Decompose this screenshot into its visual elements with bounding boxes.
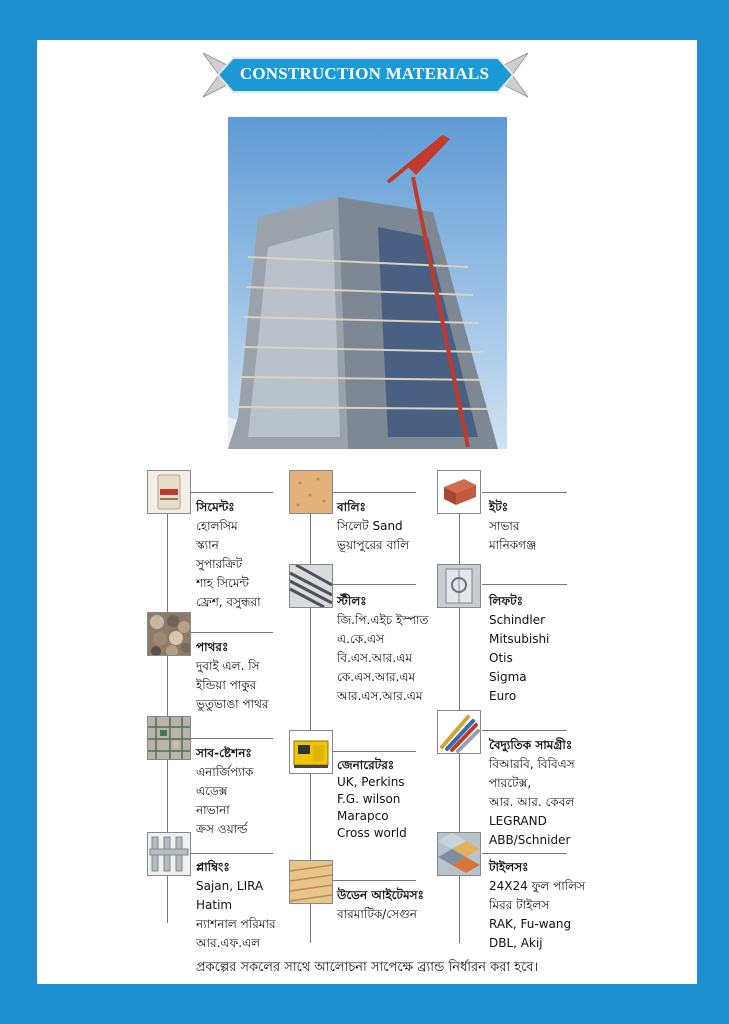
- footer-note: প্রকল্পের সকলের সাথে আলোচনা সাপেক্ষে ব্র্যান্ড নির্ধারন করা হবে।: [195, 960, 539, 975]
- list-item: মিরর টাইলস: [489, 898, 550, 912]
- list-item: এ.কে.এস: [337, 632, 385, 646]
- lift-icon: [437, 564, 481, 608]
- list-item: Sigma: [489, 670, 527, 684]
- substation-icon: [147, 716, 191, 760]
- list-item: Mitsubishi: [489, 632, 550, 646]
- connector-horizontal: [333, 584, 416, 585]
- connector-horizontal: [482, 730, 567, 731]
- list-item: Euro: [489, 689, 517, 703]
- stone-section: [196, 638, 268, 714]
- connector-horizontal: [333, 751, 416, 752]
- cement-bag-icon: [147, 470, 191, 514]
- list-item: সাভার: [489, 519, 520, 533]
- plumbing-section: [196, 858, 276, 953]
- connector-horizontal: [482, 584, 567, 585]
- list-item: বিআরবি, বিবিএস: [489, 757, 575, 771]
- list-item: হোলসিম: [196, 519, 238, 533]
- connector-horizontal: [482, 492, 567, 493]
- list-item: ক্রস ওয়ার্ল্ড: [196, 822, 248, 836]
- list-item: ভুতুভাঙা পাথর: [196, 697, 269, 711]
- list-item: বি.এস.আর.এম: [337, 651, 413, 665]
- list-item: Marapco: [337, 809, 389, 823]
- electrical-section: [489, 736, 575, 850]
- sand-icon: [289, 470, 333, 514]
- list-item: Schindler: [489, 613, 546, 627]
- list-item: আর.এস.আর.এম: [337, 689, 423, 703]
- wooden-items-section: [337, 886, 424, 924]
- steel-section: [337, 592, 429, 706]
- list-item: Otis: [489, 651, 513, 665]
- list-item: LEGRAND: [489, 814, 547, 828]
- connector-horizontal: [190, 632, 273, 633]
- cement-section: [196, 498, 261, 612]
- section-title: সাব-ষ্টেশনঃ: [196, 746, 252, 760]
- list-item: আর. আর. কেবল: [489, 795, 575, 809]
- section-title: ইটঃ: [489, 500, 509, 514]
- section-title: বৈদ্যুতিক সামগ্রীঃ: [489, 738, 573, 752]
- list-item: নাভানা: [196, 803, 230, 817]
- list-item: Sajan, LIRA: [196, 879, 264, 893]
- list-item: মানিকগঞ্জ: [489, 538, 537, 552]
- substation-section: [196, 744, 253, 839]
- connector-horizontal: [333, 492, 416, 493]
- list-item: আর.এফ.এল: [196, 936, 261, 950]
- list-item: F.G. wilson: [337, 792, 401, 806]
- tiles-section: [489, 858, 585, 953]
- list-item: সুপারক্রিট: [196, 557, 243, 571]
- list-item: সিলেট Sand: [337, 519, 403, 533]
- connector-horizontal: [333, 880, 416, 881]
- list-item: জি.পি.এইচ ইস্পাত: [337, 613, 429, 627]
- wood-planks-icon: [289, 860, 333, 904]
- list-item: ন্যাশনাল পরিমার: [196, 917, 276, 931]
- connector-horizontal: [190, 492, 273, 493]
- list-item: এনার্জিপ্যাক: [196, 765, 254, 779]
- list-item: পারটেক্স,: [489, 776, 532, 790]
- brick-section: [489, 498, 536, 555]
- list-item: স্ক্যান: [196, 538, 219, 552]
- list-item: Hatim: [196, 898, 233, 912]
- list-item: Cross world: [337, 826, 407, 840]
- list-item: দুবাই এল. সি: [196, 659, 260, 673]
- section-title: বালিঃ: [337, 500, 366, 514]
- brick-icon: [437, 470, 481, 514]
- section-title: জেনারেটরঃ: [337, 758, 395, 772]
- generator-section: [337, 756, 407, 842]
- list-item: ভূয়াপুরের বালি: [337, 538, 410, 552]
- stones-icon: [147, 612, 191, 656]
- section-title: স্টীলঃ: [337, 594, 367, 608]
- cables-icon: [437, 710, 481, 754]
- pipes-icon: [147, 832, 191, 876]
- list-item: এডেক্স: [196, 784, 228, 798]
- page-title: CONSTRUCTION MATERIALS: [239, 64, 490, 83]
- section-title: উডেন আইটেমসঃ: [337, 888, 424, 902]
- section-title: সিমেন্টঃ: [196, 500, 235, 514]
- building-photo: [228, 117, 507, 449]
- section-title: প্লাম্বিংঃ: [196, 860, 230, 874]
- section-title: পাথরঃ: [196, 640, 229, 654]
- generator-icon: [289, 730, 333, 774]
- connector-horizontal: [190, 738, 273, 739]
- connector-horizontal: [190, 853, 273, 854]
- section-title: লিফটঃ: [489, 594, 524, 608]
- list-item: 24X24 ফুল পালিস: [489, 879, 586, 893]
- list-item: ইন্ডিয়া পাকুর: [196, 678, 257, 692]
- section-title: টাইলসঃ: [489, 860, 529, 874]
- lift-section: [489, 592, 549, 706]
- tiles-icon: [437, 832, 481, 876]
- list-item: DBL, Akij: [489, 936, 543, 950]
- list-item: শাহ সিমেন্ট: [196, 576, 249, 590]
- list-item: ফ্রেশ, বসুন্ধরা: [196, 595, 261, 609]
- list-item: বারমাটিক/সেগুন: [337, 907, 417, 921]
- connector-horizontal: [482, 853, 567, 854]
- list-item: ABB/Schnider: [489, 833, 571, 847]
- sand-section: [337, 498, 409, 555]
- steel-rods-icon: [289, 564, 333, 608]
- list-item: UK, Perkins: [337, 775, 405, 789]
- list-item: কে.এস.আর.এম: [337, 670, 416, 684]
- list-item: RAK, Fu-wang: [489, 917, 572, 931]
